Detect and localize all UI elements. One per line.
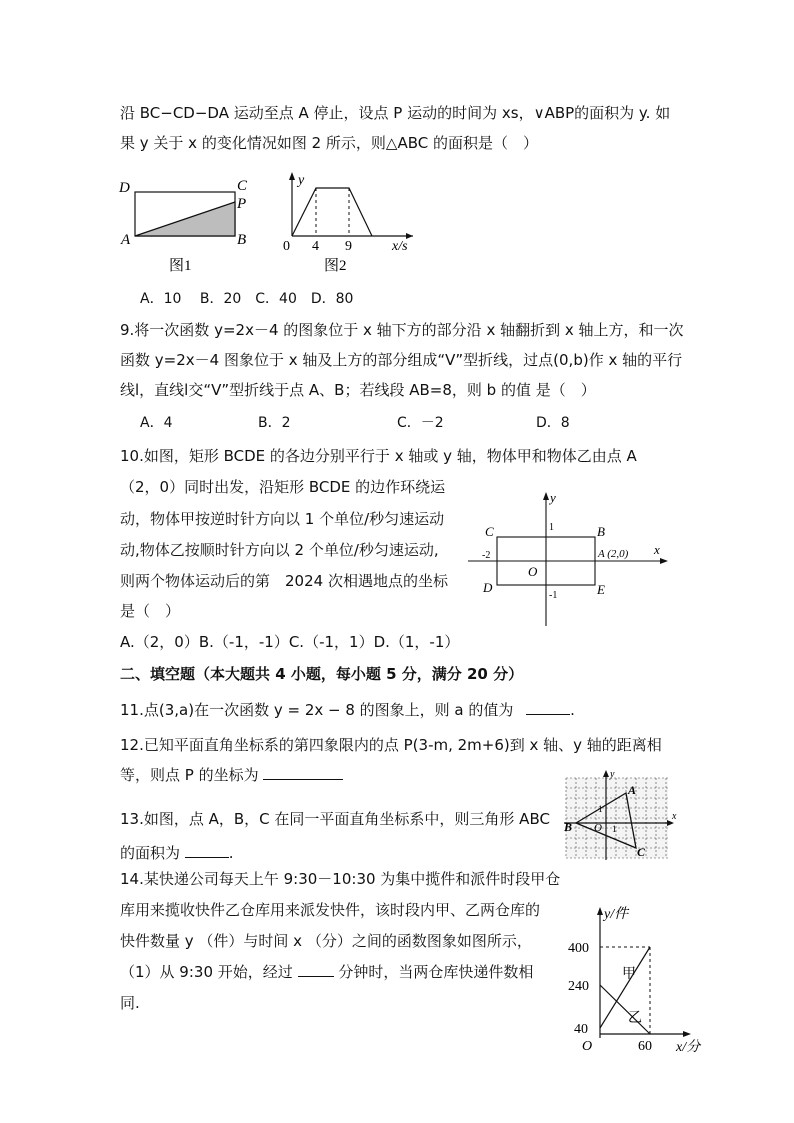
q10-line1: 10.如图，矩形 BCDE 的各边分别平行于 x 轴或 y 轴，物体甲和物体乙由点 A	[120, 447, 637, 465]
q9-line2: 函数 y=2x－4 图象位于 x 轴及上方的部分组成“V”型折线，过点(0,b)作 x 轴的平行	[120, 351, 683, 369]
fig2-origin: 0	[283, 239, 290, 254]
q14-fig-yi: 乙	[628, 1011, 642, 1026]
q14-line4	[120, 962, 533, 982]
q10-fig-o: O	[528, 564, 538, 579]
q10-fig-c: C	[485, 524, 494, 539]
q14-fig-40: 40	[574, 1022, 588, 1037]
q13-fig-o: O	[594, 822, 602, 834]
q13-fig-y: y	[610, 769, 615, 780]
fig2-caption: 图2	[324, 258, 347, 274]
q9-line1: 9.将一次函数 y=2x－4 的图象位于 x 轴下方的部分沿 x 轴翻折到 x 轴上方，和一次	[120, 321, 684, 339]
q12-answer-blank[interactable]	[263, 765, 343, 780]
q10-line4: 动,物体乙按顺时针方向以 2 个单位/秒匀速运动,	[120, 541, 439, 559]
q14-fig-400: 400	[568, 941, 589, 956]
q10-figure	[462, 488, 672, 630]
q13-line2-wrap: 的面积为 .	[120, 844, 234, 862]
q14-line3: 快件数量 y （件）与时间 x （分）之间的函数图象如图所示，	[120, 932, 532, 950]
q14-fig-x: x/分	[676, 1040, 701, 1055]
q10-fig-1: 1	[549, 522, 554, 533]
q14-figure	[560, 898, 740, 1063]
q10-fig-x: x	[654, 542, 660, 557]
q11-text: 11.点(3,a)在一次函数 y = 2x − 8 的图象上，则 a 的值为 .	[120, 701, 575, 719]
q9-option-a: A．4	[140, 415, 173, 431]
q10-fig-neg1: -1	[549, 590, 558, 601]
q14-fig-jia: 甲	[622, 967, 636, 982]
q13-fig-b: B	[564, 820, 573, 834]
q10-line6: 是（ ）	[120, 602, 181, 620]
q9-option-b: B．2	[258, 415, 291, 431]
fig1-label-a: A	[121, 232, 131, 248]
q10-fig-neg2: -2	[482, 550, 491, 561]
q8-options: A．10 B．20 C．40 D．80	[140, 291, 354, 307]
q10-fig-y: y	[550, 490, 556, 505]
section2-heading: 二、填空题（本大题共 4 小题，每小题 5 分，满分 20 分）	[120, 665, 524, 683]
q14-line5: 同.	[120, 994, 140, 1012]
q8-figure1	[115, 170, 255, 280]
q10-options: A.（2，0）B.（-1，-1）C.（-1，1）D.（1，-1）	[120, 633, 460, 651]
q11-question: 11.点(3,a)在一次函数 y = 2x − 8 的图象上，则 a 的值为	[120, 701, 514, 719]
fig2-y: y	[298, 173, 305, 188]
fig2-x: x/s	[392, 239, 408, 254]
q13-line1: 13.如图，点 A，B，C 在同一平面直角坐标系中，则三角形 ABC	[120, 810, 550, 828]
fig1-caption: 图1	[169, 258, 192, 274]
q13-figure	[560, 768, 680, 862]
q14-fig-60: 60	[638, 1039, 652, 1054]
q14-fig-origin: O	[582, 1039, 593, 1054]
fig1-label-b: B	[237, 232, 247, 248]
q10-line3: 动，物体甲按逆时针方向以 1 个单位/秒匀速运动	[120, 510, 445, 528]
q10-fig-d: D	[483, 580, 493, 595]
q12-line1: 12.已知平面直角坐标系的第四象限内的点 P(3-m, 2m+6)到 x 轴、y 轴的距离相	[120, 736, 662, 754]
q10-line5: 则两个物体运动后的第 2024 次相遇地点的坐标	[120, 572, 448, 590]
fig1-label-d: D	[119, 180, 130, 196]
q14-line4a: （1）从 9:30 开始，经过	[120, 963, 293, 981]
q13-fig-1x: 1	[612, 824, 617, 834]
q10-fig-a: A (2,0)	[598, 548, 629, 560]
q10-fig-e: E	[597, 582, 605, 597]
q10-line2: （2，0）同时出发，沿矩形 BCDE 的边作环绕运	[120, 478, 446, 496]
q8-line2: 果 y 关于 x 的变化情况如图 2 所示，则△ABC 的面积是（ ）	[120, 134, 538, 152]
q13-fig-c: C	[637, 845, 646, 859]
q9-option-c: C．－2	[397, 415, 444, 431]
q13-fig-x: x	[672, 811, 677, 822]
q13-line2: 的面积为	[120, 844, 181, 862]
q10-fig-b: B	[597, 524, 605, 539]
q14-fig-240: 240	[568, 979, 589, 994]
q13-fig-1y: 1	[598, 804, 603, 814]
q14-line4b: 分钟时，当两仓库快递件数相	[338, 963, 534, 981]
fig1-label-p: P	[237, 196, 247, 212]
q8-line1: 沿 BC−CD−DA 运动至点 A 停止，设点 P 运动的时间为 xs，∨ABP的面积为 y. 如	[120, 104, 671, 122]
q8-figure2	[268, 168, 428, 280]
q14-line1: 14.某快递公司每天上午 9:30－10:30 为集中揽件和派件时段甲仓	[120, 870, 561, 888]
q14-answer-blank[interactable]	[298, 962, 334, 977]
q11-answer-blank[interactable]	[526, 700, 570, 715]
q14-fig-y: y/件	[604, 907, 629, 922]
q13-fig-a: A	[628, 783, 637, 797]
q12-line2-wrap	[120, 765, 343, 785]
q9-option-d: D．8	[536, 415, 570, 431]
fig2-tick9: 9	[345, 239, 352, 254]
q9-line3: 线l，直线l交“V”型折线于点 A、B；若线段 AB=8，则 b 的值 是（ ）	[120, 381, 596, 399]
q12-line2: 等，则点 P 的坐标为	[120, 766, 259, 784]
fig1-label-c: C	[237, 178, 248, 194]
q13-answer-blank[interactable]	[185, 843, 229, 858]
fig2-tick4: 4	[312, 239, 319, 254]
q14-line2: 库用来揽收快件乙仓库用来派发快件，该时段内甲、乙两仓库的	[120, 901, 541, 919]
